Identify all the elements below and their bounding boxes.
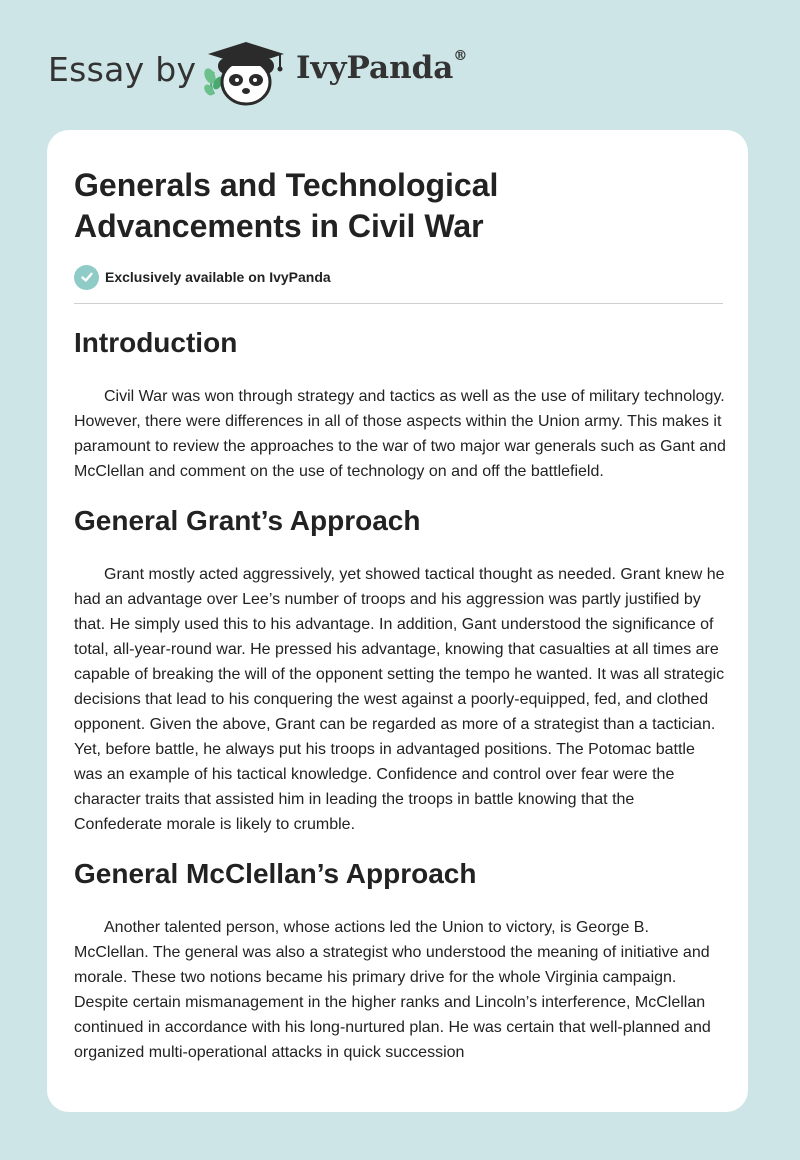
divider bbox=[74, 303, 723, 304]
essay-title: Generals and Technological Advancements in Civil War bbox=[74, 167, 499, 244]
section-heading-mcclellan: General McClellan’s Approach bbox=[74, 858, 477, 889]
essay-body bbox=[74, 320, 726, 1065]
registered-mark: ® bbox=[453, 48, 468, 64]
panda-logo-icon[interactable] bbox=[200, 36, 292, 108]
section-paragraph-introduction: Civil War was won through strategy and tactics as well as the use of military technology. However, there were differences in all of those aspects within the Union army. This makes it paramount to review the approaches to the war of two major war generals such as Gant and McClellan and comment on the use of technology on and off the battlefield. bbox=[74, 388, 726, 480]
check-circle-icon bbox=[74, 265, 99, 290]
site-header bbox=[0, 0, 800, 130]
exclusive-label: Exclusively available on IvyPanda bbox=[105, 269, 331, 285]
brand-name[interactable]: IvyPanda® bbox=[296, 48, 468, 86]
section-heading-grant: General Grant’s Approach bbox=[74, 505, 421, 536]
section-heading-introduction: Introduction bbox=[74, 327, 238, 358]
essay-by-label: Essay by bbox=[48, 50, 197, 89]
section-paragraph-mcclellan: Another talented person, whose actions led the Union to victory, is George B. McClellan. The general was also a strategist who understood the meaning of initiative and morale. These two notions became his primary drive for the whole Virginia campaign. Despite certain mismanagement in the higher ranks and Lincoln’s interference, McClellan continued in accordance with his long-nurtured plan. He was certain that well-planned and organized multi-operational attacks in quick succession bbox=[74, 919, 711, 1061]
essay-card bbox=[47, 130, 748, 1112]
exclusive-badge bbox=[74, 264, 331, 290]
section-paragraph-grant: Grant mostly acted aggressively, yet showed tactical thought as needed. Grant knew he had an advantage over Lee’s number of troops and his aggression was partly justified by that. He simply used this to his advantage. In addition, Gant understood the significance of total, all-year-round war. He pressed his advantage, knowing that casualties at all times are capable of breaking the will of the opponent setting the tempo he wanted. It was all strategic decisions that lead to his conquering the west against a poorly-equipped, fed, and clothed opponent. Given the above, Grant can be regarded as more of a strategist than a tactician. Yet, before battle, he always put his troops in advantaged positions. The Potomac battle was an example of his tactical knowledge. Confidence and control over fear were the character traits that assisted him in leading the troops in battle knowing that the Confederate morale is likely to crumble. bbox=[74, 566, 725, 833]
